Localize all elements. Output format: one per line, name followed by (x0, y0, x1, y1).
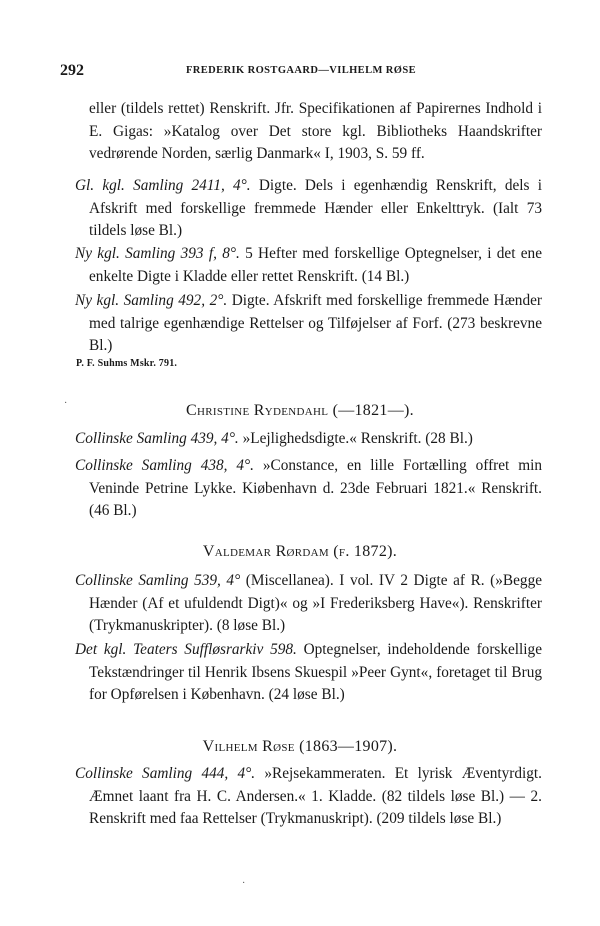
stray-mark: · (64, 398, 68, 409)
entry-text: Optegnelser, indeholdende forskellige Tekstændringer til Henrik Ibsens Skuespil »Peer Gynt«, foretaget til Brug for Opførelsen i København. (24 løse Bl.) (89, 641, 542, 703)
entry-text: Digte. Afskrift med forskellige fremmede Hænder med talrige egenhændige Rettelser og Tilføjelser af Forf. (273 beskrevne Bl.) (89, 292, 542, 354)
entry-text: »Constance, en lille Fortælling offret min Veninde Petrine Lykke. Kiøbenhavn d. 23de Februari 1821.« Renskrift. (46 Bl.) (89, 457, 542, 519)
entry-reference: Det kgl. Teaters Suffløsrarkiv 598. (75, 641, 297, 658)
entry-gl-kgl-2411 (75, 175, 542, 243)
stray-mark: · (242, 878, 246, 889)
entry-continuation (75, 98, 542, 166)
entry-collinske-438 (75, 455, 542, 523)
entry-reference: Ny kgl. Samling 393 f, 8°. (75, 245, 240, 262)
entry-text: 5 Hefter med forskellige Optegnelser, i det ene enkelte Digte i Kladde eller rettet Renskrift. (14 Bl.) (89, 245, 542, 285)
entry-collinske-539 (75, 570, 542, 638)
running-head: FREDERIK ROSTGAARD—VILHELM RØSE (185, 65, 416, 76)
entry-teaters-598 (75, 639, 542, 707)
entry-collinske-444 (75, 763, 542, 831)
entry-text: eller (tildels rettet) Renskrift. Jfr. Specifikationen af Papirernes Indhold i E. Gigas: »Katalog over Det store kgl. Bibliotheks Haandskrifter vedrørende Norden, særlig Danmark« I, 1903, S. 59 ff. (89, 100, 542, 162)
entry-reference: Collinske Samling 539, 4° (75, 572, 241, 589)
entry-text: Digte. Dels i egenhændig Renskrift, dels i Afskrift med forskellige fremmede Hænder eller Enkelttryk. (Ialt 73 tildels løse Bl.) (89, 177, 542, 239)
entry-reference: Collinske Samling 438, 4°. (75, 457, 254, 474)
entry-reference: Gl. kgl. Samling 2411, 4°. (75, 177, 251, 194)
author-heading-rose: Vilhelm Røse (1863—1907). (202, 738, 398, 755)
entry-ny-kgl-393 (75, 243, 542, 288)
source-note: P. F. Suhms Mskr. 791. (76, 358, 178, 369)
entry-reference: Collinske Samling 444, 4°. (75, 765, 256, 782)
entry-text: (Miscellanea). I vol. IV 2 Digte af R. (»Begge Hænder (Af et ufuldendt Digt)« og »I Frederiksberg Have«). Renskrifter (Trykmanuskripter). (8 løse Bl.) (89, 572, 543, 634)
entry-reference: Collinske Samling 439, 4°. (75, 430, 239, 447)
entry-text: »Rejsekammeraten. Et lyrisk Æventyrdigt. Æmnet laant fra H. C. Andersen.« 1. Kladde. (82 tildels løse Bl.) — 2. Renskrift med faa Rettelser (Trykmanuskript). (209 tildels løse Bl.) (89, 765, 542, 827)
author-heading-rordam: Valdemar Rørdam (f. 1872). (202, 543, 398, 560)
entry-collinske-439 (75, 428, 542, 451)
entry-text: »Lejlighedsdigte.« Renskrift. (28 Bl.) (238, 430, 473, 447)
page-number: 292 (60, 62, 84, 79)
page-header (60, 62, 542, 84)
author-heading-rydendahl: Christine Rydendahl (—1821—). (186, 402, 414, 419)
entry-ny-kgl-492 (75, 290, 542, 358)
entry-reference: Ny kgl. Samling 492, 2°. (75, 292, 228, 309)
